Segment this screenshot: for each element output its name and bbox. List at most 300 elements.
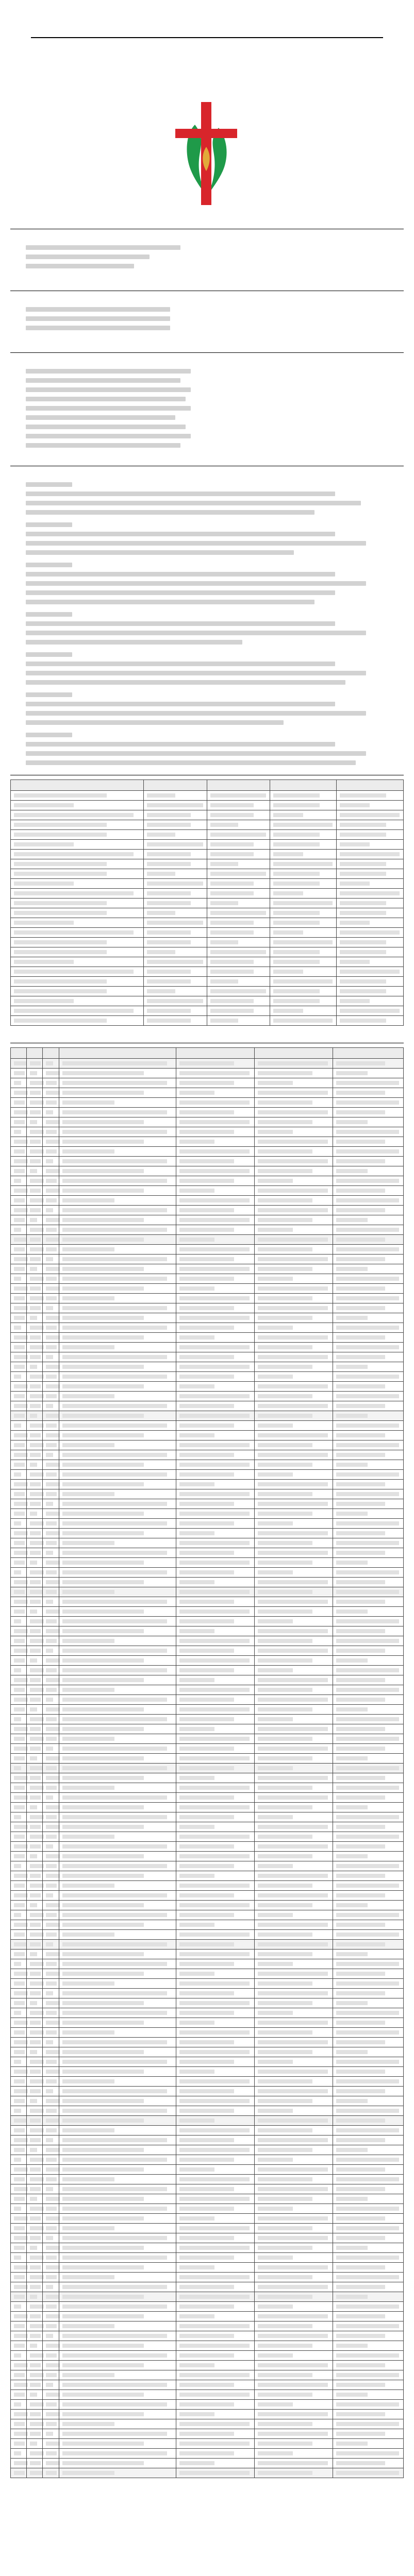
table-cell <box>27 1245 43 1255</box>
table-row <box>11 820 404 830</box>
table-cell <box>207 820 270 830</box>
table-cell <box>11 2194 27 2204</box>
table-cell <box>27 1636 43 1646</box>
table-cell <box>333 2390 404 2400</box>
table-cell <box>11 1744 27 1754</box>
table-cell <box>11 1538 27 1548</box>
table-cell <box>333 1998 404 2008</box>
table-cell <box>255 1372 333 1382</box>
table-cell <box>11 869 144 879</box>
table-row <box>11 2253 404 2263</box>
table-row <box>11 1754 404 1764</box>
table-row <box>11 1891 404 1901</box>
table-cell <box>11 1284 27 1294</box>
table-cell <box>27 1695 43 1705</box>
table-cell <box>43 2067 59 2077</box>
table-row <box>11 1597 404 1607</box>
table-cell <box>176 1519 255 1529</box>
table-cell <box>11 2096 27 2106</box>
table-cell <box>43 1313 59 1323</box>
table-cell <box>176 1225 255 1235</box>
table-cell <box>255 1773 333 1783</box>
table-row <box>11 1264 404 1274</box>
table-cell <box>333 1440 404 1450</box>
table-cell <box>27 1597 43 1607</box>
table-cell <box>255 2018 333 2028</box>
table-cell <box>11 1969 27 1979</box>
table-cell <box>176 2253 255 2263</box>
section-3 <box>10 350 404 357</box>
table-cell <box>27 1734 43 1744</box>
table-cell <box>255 2331 333 2341</box>
table-cell <box>27 1470 43 1480</box>
table-cell <box>43 2233 59 2243</box>
table-cell <box>333 2243 404 2253</box>
table-cell <box>27 2292 43 2302</box>
table-cell <box>255 2057 333 2067</box>
table-cell <box>255 1382 333 1392</box>
table-cell <box>176 1264 255 1274</box>
table-cell <box>59 1822 176 1832</box>
table-cell <box>11 1166 27 1176</box>
table-cell <box>43 2429 59 2439</box>
table-cell <box>27 1519 43 1529</box>
table-cell <box>11 810 144 820</box>
table-cell <box>59 1382 176 1392</box>
table-cell <box>59 1617 176 1626</box>
table-cell <box>176 1920 255 1930</box>
table-cell <box>43 1568 59 1578</box>
table-cell <box>27 1568 43 1578</box>
table-cell <box>59 2165 176 2175</box>
table-cell <box>255 1930 333 1940</box>
table-row <box>11 1401 404 1411</box>
table-cell <box>11 1392 27 1401</box>
table-cell <box>255 1255 333 1264</box>
table-cell <box>43 1685 59 1695</box>
table-cell <box>176 1274 255 1284</box>
table-cell <box>43 1548 59 1558</box>
table-cell <box>43 1852 59 1861</box>
table-cell <box>337 938 404 947</box>
table-cell <box>27 2400 43 2410</box>
table-row <box>11 1499 404 1509</box>
table-cell <box>176 1734 255 1744</box>
section-1 <box>10 227 404 233</box>
table-cell <box>11 840 144 850</box>
table-cell <box>207 869 270 879</box>
table-row <box>11 967 404 977</box>
table-cell <box>255 1754 333 1764</box>
table-cell <box>59 1754 176 1764</box>
table-cell <box>59 1773 176 1783</box>
table-cell <box>333 1274 404 1284</box>
table-cell <box>59 1597 176 1607</box>
table-cell <box>43 1421 59 1431</box>
table-cell <box>255 1108 333 1117</box>
table-cell <box>27 1382 43 1392</box>
table-cell <box>176 1636 255 1646</box>
table-cell <box>176 1656 255 1666</box>
section-2 <box>10 289 404 295</box>
table-cell <box>27 2047 43 2057</box>
table-cell <box>176 1352 255 1362</box>
table-cell <box>176 1196 255 1206</box>
table-row <box>11 2018 404 2028</box>
table-cell <box>11 1675 27 1685</box>
table-cell <box>11 1548 27 1558</box>
table-cell <box>43 1891 59 1901</box>
table-row <box>11 1558 404 1568</box>
table-cell <box>11 1401 27 1411</box>
table-row <box>11 2273 404 2282</box>
table-cell <box>270 869 337 879</box>
table-cell <box>59 2038 176 2047</box>
table-row <box>11 2390 404 2400</box>
table-row <box>11 908 404 918</box>
table-row <box>11 1852 404 1861</box>
table-cell <box>11 1382 27 1392</box>
table-cell <box>43 1480 59 1489</box>
table-cell <box>255 1352 333 1362</box>
table-cell <box>59 1352 176 1362</box>
table-cell <box>176 2429 255 2439</box>
table-row <box>11 2282 404 2292</box>
table-cell <box>207 791 270 801</box>
table-cell <box>43 1705 59 1715</box>
table-cell <box>255 1666 333 1675</box>
table-cell <box>333 1323 404 1333</box>
table-cell <box>11 2155 27 2165</box>
table-cell <box>59 1284 176 1294</box>
table-cell <box>59 1568 176 1578</box>
table-row <box>11 1147 404 1157</box>
table-cell <box>207 947 270 957</box>
table-cell <box>27 1538 43 1548</box>
table-cell <box>333 1548 404 1558</box>
table-cell <box>333 1352 404 1362</box>
table-cell <box>27 2331 43 2341</box>
table-cell <box>59 2175 176 2184</box>
table-cell <box>27 2214 43 2224</box>
table-cell <box>59 1098 176 1108</box>
table-cell <box>337 850 404 859</box>
table-cell <box>11 1431 27 1440</box>
table-row <box>11 1773 404 1783</box>
table-cell <box>333 2136 404 2145</box>
table-cell <box>176 1303 255 1313</box>
table-cell <box>144 850 207 859</box>
table-cell <box>59 2302 176 2312</box>
table-cell <box>43 1284 59 1294</box>
table-cell <box>176 1607 255 1617</box>
table-cell <box>27 1176 43 1186</box>
table-cell <box>59 2233 176 2243</box>
table-cell <box>176 2224 255 2233</box>
table-cell <box>255 1744 333 1754</box>
table-cell <box>11 1489 27 1499</box>
table-cell <box>43 1196 59 1206</box>
table-cell <box>176 1343 255 1352</box>
table-cell <box>255 1421 333 1431</box>
table-cell <box>11 1127 27 1137</box>
table-cell <box>11 1998 27 2008</box>
table-cell <box>43 1294 59 1303</box>
table-cell <box>333 2429 404 2439</box>
table-cell <box>43 1998 59 2008</box>
table-cell <box>176 2194 255 2204</box>
table-cell <box>255 2273 333 2282</box>
table-cell <box>59 2410 176 2419</box>
table-cell <box>59 1235 176 1245</box>
table-cell <box>270 820 337 830</box>
table-cell <box>176 1401 255 1411</box>
table-cell <box>255 2126 333 2136</box>
table-cell <box>27 1264 43 1274</box>
table-cell <box>59 1558 176 1568</box>
table-cell <box>207 918 270 928</box>
table-row <box>11 1333 404 1343</box>
table-cell <box>176 1127 255 1137</box>
table-cell <box>43 1724 59 1734</box>
table-cell <box>11 1871 27 1881</box>
table-cell <box>43 1431 59 1440</box>
table-cell <box>11 2459 27 2468</box>
table-cell <box>43 1783 59 1793</box>
table-cell <box>176 2390 255 2400</box>
table-cell <box>333 2194 404 2204</box>
table-cell <box>333 1744 404 1754</box>
table-cell <box>43 1764 59 1773</box>
table-cell <box>59 1871 176 1881</box>
table-cell <box>255 1597 333 1607</box>
table-cell <box>176 1548 255 1558</box>
table-cell <box>27 2321 43 2331</box>
table-cell <box>207 830 270 840</box>
table-cell <box>11 2224 27 2233</box>
table-cell <box>43 1088 59 1098</box>
table-cell <box>255 1685 333 1695</box>
table-cell <box>27 1362 43 1372</box>
table-cell <box>255 1626 333 1636</box>
table-cell <box>337 1006 404 1016</box>
table-cell <box>176 1910 255 1920</box>
table-row <box>11 2233 404 2243</box>
table-cell <box>176 1186 255 1196</box>
table-cell <box>27 1764 43 1773</box>
table-cell <box>333 1626 404 1636</box>
table-cell <box>176 2468 255 2478</box>
table-cell <box>270 791 337 801</box>
table-cell <box>27 1431 43 1440</box>
table-cell <box>11 820 144 830</box>
table-cell <box>11 1470 27 1480</box>
table-cell <box>176 1372 255 1382</box>
table-cell <box>59 2459 176 2468</box>
table-cell <box>11 1255 27 1264</box>
table-cell <box>43 1343 59 1352</box>
table-cell <box>333 1147 404 1157</box>
table-cell <box>333 1264 404 1274</box>
section-4-title <box>10 464 404 466</box>
table-cell <box>11 1006 144 1016</box>
table-row <box>11 1724 404 1734</box>
table-cell <box>255 1940 333 1950</box>
table-cell <box>27 2439 43 2449</box>
table-cell <box>27 1117 43 1127</box>
table-cell <box>43 1793 59 1803</box>
table-cell <box>59 1989 176 1998</box>
table-cell <box>176 1323 255 1333</box>
table-cell <box>333 1930 404 1940</box>
table-cell <box>11 1607 27 1617</box>
table-cell <box>207 987 270 996</box>
table-cell <box>270 908 337 918</box>
table-cell <box>333 1333 404 1343</box>
table-row <box>11 2429 404 2439</box>
table-cell <box>333 1568 404 1578</box>
table-cell <box>43 1734 59 1744</box>
table-cell <box>43 1333 59 1343</box>
table-cell <box>11 1450 27 1460</box>
table-cell <box>27 2038 43 2047</box>
table-cell <box>11 2292 27 2302</box>
table-cell <box>27 1724 43 1734</box>
table-cell <box>176 1206 255 1215</box>
table-cell <box>176 1568 255 1578</box>
table-cell <box>59 1069 176 1078</box>
table-cell <box>11 1764 27 1773</box>
table-cell <box>11 2380 27 2390</box>
table-cell <box>11 1832 27 1842</box>
table-cell <box>43 1979 59 1989</box>
table-cell <box>43 2136 59 2145</box>
table-row <box>11 830 404 840</box>
table-cell <box>255 1127 333 1137</box>
table-cell <box>43 2312 59 2321</box>
table-cell <box>11 2145 27 2155</box>
table-cell <box>27 1812 43 1822</box>
table-cell <box>27 1891 43 1901</box>
table-cell <box>27 1078 43 1088</box>
table-cell <box>255 2184 333 2194</box>
table-cell <box>43 1303 59 1313</box>
table-cell <box>255 1157 333 1166</box>
table-cell <box>43 1656 59 1666</box>
table-cell <box>27 1509 43 1519</box>
table-row <box>11 1910 404 1920</box>
table-row <box>11 1568 404 1578</box>
table-cell <box>337 879 404 889</box>
table-cell <box>176 2282 255 2292</box>
table-cell <box>43 1695 59 1705</box>
table-cell <box>333 1901 404 1910</box>
table-cell <box>59 1372 176 1382</box>
table-cell <box>43 2341 59 2351</box>
table-cell <box>255 2028 333 2038</box>
table-cell <box>59 1470 176 1480</box>
table-cell <box>255 1098 333 1108</box>
table-cell <box>43 1920 59 1930</box>
table-cell <box>176 1157 255 1166</box>
table-cell <box>207 879 270 889</box>
table-cell <box>43 2194 59 2204</box>
table-cell <box>207 938 270 947</box>
table-cell <box>59 1323 176 1333</box>
table-cell <box>43 1255 59 1264</box>
table-cell <box>11 2312 27 2321</box>
table-cell <box>27 1842 43 1852</box>
table-cell <box>59 1764 176 1773</box>
table-cell <box>333 1607 404 1617</box>
table-cell <box>176 1754 255 1764</box>
table-cell <box>59 1059 176 1069</box>
table-cell <box>43 2224 59 2233</box>
table-cell <box>27 2067 43 2077</box>
table-cell <box>43 1842 59 1852</box>
table-cell <box>11 2126 27 2136</box>
table-row <box>11 1245 404 1255</box>
table-row <box>11 1411 404 1421</box>
table-cell <box>43 1186 59 1196</box>
table-cell <box>333 1519 404 1529</box>
table-row <box>11 1392 404 1401</box>
table-cell <box>27 2087 43 2096</box>
table-row <box>11 2410 404 2419</box>
table-cell <box>207 810 270 820</box>
table-cell <box>255 2390 333 2400</box>
table-row <box>11 2361 404 2370</box>
table-cell <box>333 2008 404 2018</box>
table-cell <box>43 1861 59 1871</box>
table-cell <box>27 2468 43 2478</box>
table-row <box>11 2370 404 2380</box>
table-cell <box>144 791 207 801</box>
table-cell <box>333 1920 404 1930</box>
table-cell <box>255 2233 333 2243</box>
table-cell <box>59 1392 176 1401</box>
section-1-body <box>26 242 387 270</box>
table-cell <box>176 1969 255 1979</box>
table-row <box>11 1284 404 1294</box>
table-cell <box>176 1803 255 1812</box>
table-cell <box>43 2410 59 2419</box>
table-cell <box>27 1499 43 1509</box>
table-cell <box>27 2175 43 2184</box>
table-cell <box>255 1519 333 1529</box>
table-row <box>11 1812 404 1822</box>
table-cell <box>255 1715 333 1724</box>
table-cell <box>333 1950 404 1959</box>
table-cell <box>333 1186 404 1196</box>
table-cell <box>27 1578 43 1587</box>
table-row <box>11 801 404 810</box>
table-row <box>11 840 404 850</box>
table-cell <box>27 2341 43 2351</box>
table-cell <box>43 2214 59 2224</box>
table-cell <box>255 1147 333 1157</box>
table-cell <box>255 1998 333 2008</box>
table-cell <box>270 928 337 938</box>
table-cell <box>11 1950 27 1959</box>
table-row <box>11 977 404 987</box>
table-cell <box>59 2126 176 2136</box>
table-cell <box>176 1088 255 1098</box>
table-cell <box>43 1117 59 1127</box>
cross-emblem-icon <box>165 98 247 209</box>
table-row <box>11 2214 404 2224</box>
table-cell <box>11 1724 27 1734</box>
